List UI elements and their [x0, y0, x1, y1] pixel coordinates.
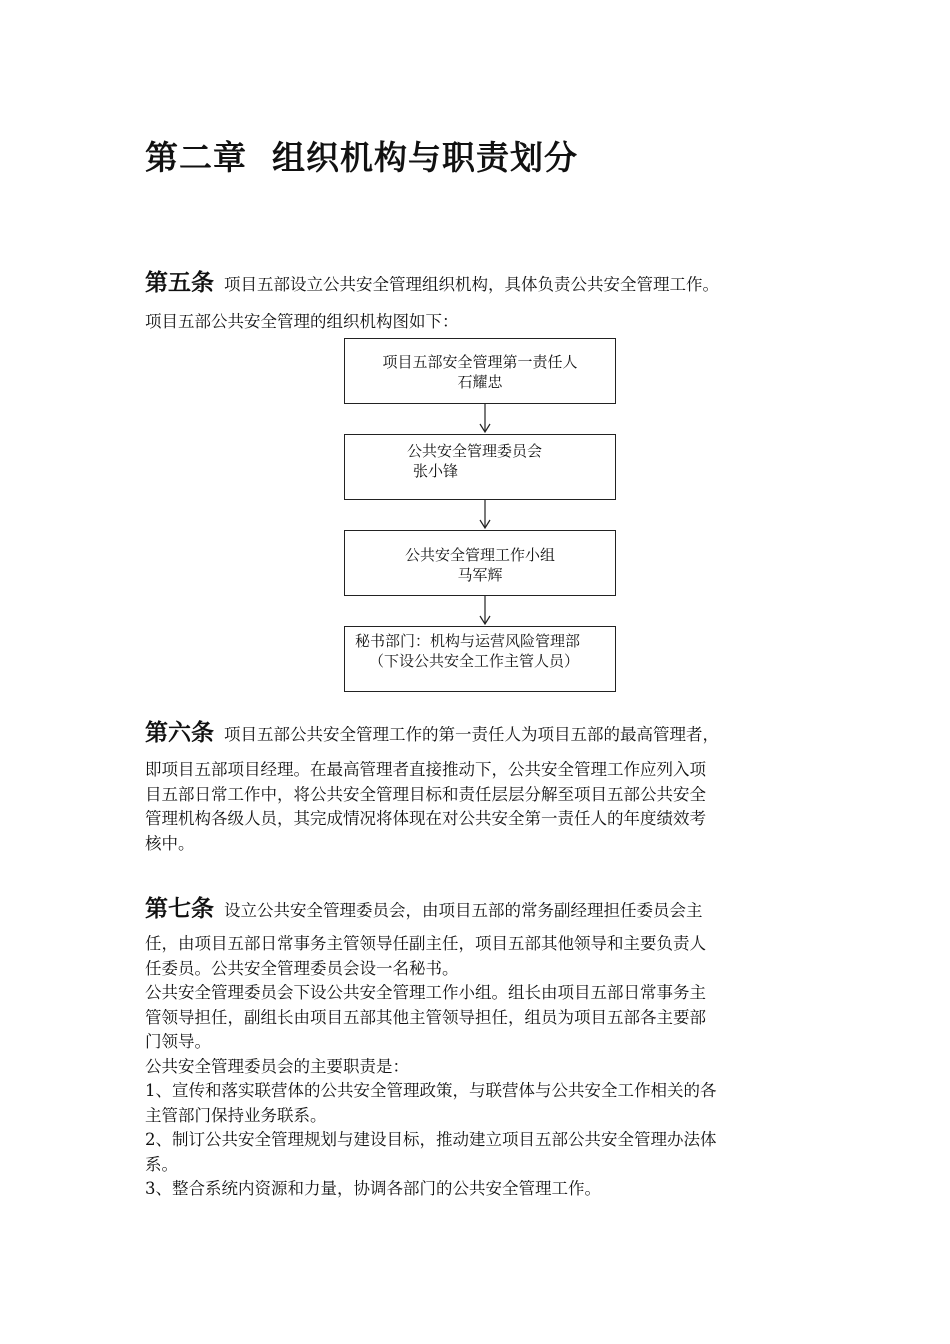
article-7-line: 2、制订公共安全管理规划与建设目标，推动建立项目五部公共安全管理办法体 [145, 1130, 717, 1149]
article-6-line: 管理机构各级人员，其完成情况将体现在对公共安全第一责任人的年度绩效考 [145, 809, 706, 828]
article-7-line: 任，由项目五部日常事务主管领导任副主任，项目五部其他领导和主要负责人 [145, 934, 706, 953]
chapter-title: 第二章 组织机构与职责划分 [145, 138, 578, 177]
article-7 [145, 894, 815, 926]
article-7-line: 管领导担任，副组长由项目五部其他主管领导担任，组员为项目五部各主要部 [145, 1007, 706, 1027]
article-7-body [145, 932, 807, 1202]
article-6-line: 目五部日常工作中，将公共安全管理目标和责任层层分解至项目五部公共安全 [145, 784, 706, 804]
org-box-name: 张小锋 [413, 462, 459, 480]
article-7-line: 门领导。 [145, 1032, 211, 1051]
article-7-line: 任委员。公共安全管理委员会设一名秘书。 [145, 958, 459, 978]
article-7-line: 系。 [145, 1154, 178, 1174]
article-5-text: 项目五部设立公共安全管理组织机构，具体负责公共安全管理工作。 [224, 275, 719, 294]
org-box-title: 秘书部门：机构与运营风险管理部 [355, 632, 581, 650]
article-7-line: 公共安全管理委员会下设公共安全管理工作小组。组长由项目五部日常事务主 [145, 983, 706, 1002]
org-box-title: 公共安全管理委员会 [407, 442, 543, 460]
article-7-first-line: 设立公共安全管理委员会，由项目五部的常务副经理担任委员会主 [224, 901, 703, 920]
org-box-name: 石耀忠 [457, 373, 503, 391]
article-6-first-line: 项目五部公共安全管理工作的第一责任人为项目五部的最高管理者， [224, 725, 719, 744]
article-6-line: 核中。 [145, 833, 195, 853]
article-6-heading: 第六条 [145, 720, 214, 746]
article-6-line: 即项目五部项目经理。在最高管理者直接推动下，公共安全管理工作应列入项 [145, 760, 706, 779]
article-5-heading: 第五条 [145, 270, 214, 296]
article-7-line: 1、宣传和落实联营体的公共安全管理政策，与联营体与公共安全工作相关的各 [145, 1081, 717, 1100]
article-7-heading: 第七条 [145, 896, 214, 922]
org-box-name: 马军辉 [457, 566, 503, 584]
org-box-title: 项目五部安全管理第一责任人 [382, 353, 578, 371]
org-box-title: 公共安全管理工作小组 [404, 546, 555, 564]
article-6 [145, 718, 815, 750]
article-7-line: 公共安全管理委员会的主要职责是： [145, 1056, 409, 1076]
article-6-body [145, 758, 807, 856]
org-chart-intro: 项目五部公共安全管理的组织机构图如下： [145, 312, 459, 331]
org-box-name: （下设公共安全工作主管人员） [369, 652, 580, 670]
article-7-line: 主管部门保持业务联系。 [145, 1105, 327, 1125]
article-7-line: 3、整合系统内资源和力量，协调各部门的公共安全管理工作。 [145, 1179, 601, 1198]
